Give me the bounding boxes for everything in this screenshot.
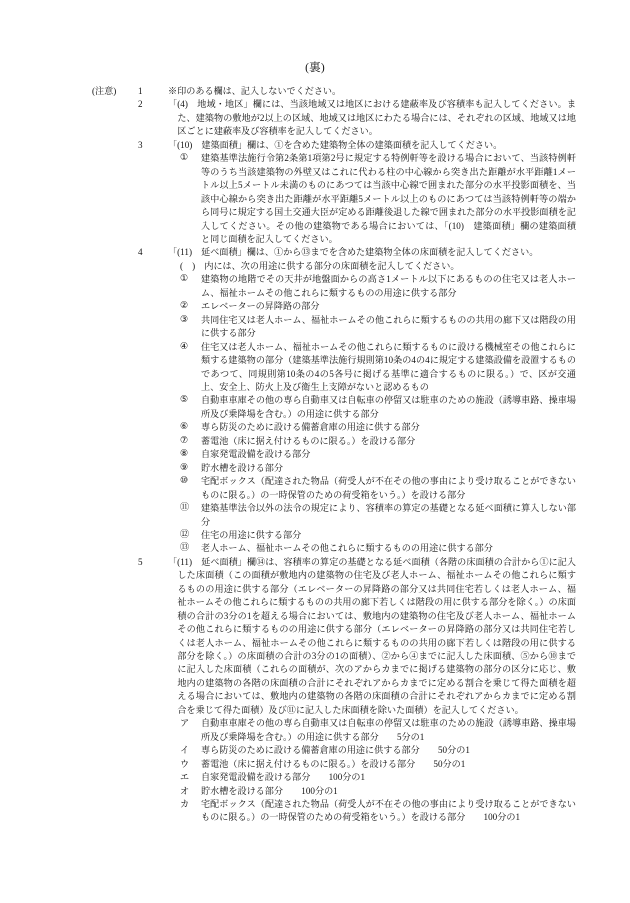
sub-item-marker: ④: [180, 341, 189, 352]
sub-item: [180, 273, 576, 300]
kana-item: [180, 798, 576, 825]
sub-item-marker: ③: [180, 314, 189, 325]
sub-item-list: [168, 152, 576, 246]
note-paragraph: 「(10) 建築面積」欄は、①を含めた建築物全体の建築面積を記入してください。: [168, 139, 503, 150]
kana-item-text: 貯水槽を設ける部分 100分の1: [201, 785, 338, 796]
sub-item-marker: ⑩: [180, 476, 189, 487]
sub-item-marker: ⑪: [180, 503, 190, 514]
note-body: [168, 556, 576, 825]
note-marker: 5: [138, 556, 143, 567]
note-item-5: [138, 556, 576, 825]
sub-item-text: 老人ホーム、福祉ホームその他これらに類するものの用途に供する部分: [201, 543, 493, 554]
note-paren-instruction: ( ) 内には、次の用途に供する部分の床面積を記入してください。: [180, 260, 460, 271]
sub-item-text: 蓄電池（床に据え付けるものに限る。）を設ける部分: [201, 435, 416, 446]
note-paragraph: 「(4) 地域・地区」欄には、当該地域又は地区における建蔽率及び容積率も記入してください。また、建築物の敷地が2以上の区域、地域又は地区にわたる場合には、それぞれの区域、地域又は地区ごとに建蔽率及び容積率を記入してください。: [168, 99, 576, 137]
sub-item: [180, 502, 576, 529]
sub-item: [180, 300, 576, 313]
note-body: [168, 98, 576, 138]
sub-item-marker: ①: [180, 274, 189, 285]
kana-item-text: 自動車車庫その他の専ら自動車又は自転車の停留又は駐車のための施設（誘導車路、操車場所及び乗降場を含む。）の用途に供する部分 5分の1: [201, 718, 576, 742]
note-marker: 4: [138, 247, 143, 258]
page-title: (裏): [305, 62, 325, 74]
kana-item-text: 蓄電池（床に据え付けるものに限る。）を設ける部分 50分の1: [201, 758, 466, 769]
kana-item: [180, 785, 576, 798]
sub-item-marker: ⑤: [180, 395, 189, 406]
note-item-3: [138, 139, 576, 247]
sub-item-marker: ②: [180, 301, 189, 312]
sub-item-marker: ⑧: [180, 449, 189, 460]
sub-item-text: 住宅又は老人ホーム、福祉ホームその他これらに類するものに設ける機械室その他これらに類する建築物の部分（建築基準法施行規則第10条の4の4に規定する建築設備を設置するものであつて、同規則第10条の4の5各号に掲げる基準に適合するものに限る。）で、区が交通上、安全上、防火上及び衛生上支障がないと認めるもの: [201, 341, 576, 392]
sub-item-text: 自家発電設備を設ける部分: [201, 449, 311, 460]
sub-item-text: 建築基準法施行令第2条第1項第2号に規定する特例軒等を設ける場合において、当該特例軒等のうち当該建築物の外壁又はこれに代わる柱の中心線から突き出た距離が水平距離1メートル以上5メートル未満のものにあつては当該中心線で囲まれた部分の水平投影面積を、当該中心線から突き出た距離が水平距離5メートル以上のものにあつては当該特例軒等の端から同号に規定する国土交通大臣が定める距離後退した線で囲まれた部分の水平投影面積を記入してください。その他の建築物である場合においては、「(10) 建築面積」欄の建築面積と同じ面積を記入してください。: [201, 153, 576, 244]
kana-item-list: [168, 717, 576, 825]
kana-item-text: 専ら防災のために設ける備蓄倉庫の用途に供する部分 50分の1: [201, 745, 470, 756]
kana-item: [180, 771, 576, 784]
note-marker: 1: [138, 86, 143, 96]
sub-item: [180, 314, 576, 341]
kana-item-marker: ア: [180, 718, 190, 729]
note-paragraph: ※印のある欄は、記入しないでください。: [168, 86, 342, 96]
kana-item-marker: オ: [180, 785, 190, 796]
sub-item-marker: ⑨: [180, 462, 189, 473]
sub-item: [180, 341, 576, 395]
note-item-4: [138, 246, 576, 555]
notes-label: (注意): [92, 86, 117, 96]
note-marker: 2: [138, 99, 143, 110]
note-body: [168, 85, 576, 98]
sub-item-text: エレベーターの昇降路の部分: [201, 301, 320, 312]
sub-item-text: 貯水槽を設ける部分: [201, 462, 284, 473]
sub-item: [180, 542, 576, 555]
sub-item: [180, 394, 576, 421]
note-paragraph: 「(11) 延べ面積」欄は、①から⑬までを含めた建築物全体の床面積を記入してください。: [168, 247, 539, 258]
sub-item-marker: ⑬: [180, 543, 190, 554]
sub-item-marker: ⑫: [180, 529, 190, 540]
kana-item-text: 宅配ボックス（配達された物品（荷受人が不在その他の事由により受け取ることができないものに限る。）の一時保管のための荷受箱をいう。）を設ける部分 100分の1: [201, 799, 576, 823]
sub-item: [180, 448, 576, 461]
kana-item-marker: エ: [180, 772, 190, 783]
note-body: [168, 139, 576, 247]
sub-item-marker: ⑦: [180, 435, 189, 446]
kana-item: [180, 744, 576, 757]
note-item-2: [138, 98, 576, 138]
kana-item-marker: イ: [180, 745, 190, 756]
sub-item-text: 建築基準法令以外の法令の規定により、容積率の算定の基礎となる延べ面積に算入しない部分: [201, 503, 576, 527]
kana-item: [180, 758, 576, 771]
sub-item-text: 宅配ボックス（配達された物品（荷受人が不在その他の事由により受け取ることができないものに限る。）の一時保管のための荷受箱をいう。）を設ける部分: [201, 476, 576, 500]
note-list: [92, 85, 576, 825]
note-paragraph: 「(11) 延べ面積」欄⑭は、容積率の算定の基礎となる延べ面積（各階の床面積の合計から①に記入した床面積（この面積が敷地内の建築物の住宅及び老人ホーム、福祉ホームその他これらに類するものの用途に供する部分（エレベーターの昇降路の部分又は共同住宅若しくは老人ホーム、福祉ホームその他これらに類するものの共用の廊下若しくは階段の用に供する部分を除く。）の床面積の合計の3分の1を超える場合においては、敷地内の建築物の住宅及び老人ホーム、福祉ホームその他これらに類するものの用途に供する部分（エレベーターの昇降路の部分又は共同住宅若しくは老人ホーム、福祉ホームその他これらに類するものの共用の廊下若しくは階段の用に供する部分を除く。）の床面積の合計の3分の1の面積）、②から④までに記入した床面積、⑤から⑩までに記入した床面積（これらの面積が、次のアからカまでに掲げる建築物の部分の区分に応じ、敷地内の建築物の各階の床面積の合計にそれぞれアからカまでに定める割合を乗じて得た面積を超える場合においては、敷地内の建築物の各階の床面積の合計にそれぞれアからカまでに定める割合を乗じて得た面積）及び⑪に記入した床面積を除いた面積）を記入してください。: [168, 556, 576, 715]
note-marker: 3: [138, 139, 143, 150]
sub-item-text: 自動車車庫その他の専ら自動車又は自転車の停留又は駐車のための施設（誘導車路、操車場所及び乗降場を含む。）の用途に供する部分: [201, 395, 576, 419]
kana-item: [180, 717, 576, 744]
note-body: [168, 246, 576, 555]
sub-item-text: 住宅の用途に供する部分: [201, 529, 302, 540]
sub-item-text: 共同住宅又は老人ホーム、福祉ホームその他これらに類するものの共用の廊下又は階段の用に供する部分: [201, 314, 576, 339]
sub-item-list: [168, 273, 576, 556]
sub-item: [180, 152, 576, 246]
kana-item-marker: カ: [180, 799, 190, 810]
sub-item: [180, 529, 576, 542]
kana-item-text: 自家発電設備を設ける部分 100分の1: [201, 772, 366, 783]
sub-item: [180, 462, 576, 475]
kana-item-marker: ウ: [180, 758, 190, 769]
sub-item-text: 専ら防災のために設ける備蓄倉庫の用途に供する部分: [201, 422, 420, 433]
sub-item: [180, 475, 576, 502]
sub-item-text: 建築物の地階でその天井が地盤面からの高さ1メートル以下にあるものの住宅又は老人ホーム、福祉ホームその他これらに類するものの用途に供する部分: [201, 274, 576, 298]
note-item-1: [138, 85, 576, 98]
sub-item: [180, 435, 576, 448]
sub-item: [180, 421, 576, 434]
notes-block: [92, 85, 576, 825]
sub-item-marker: ①: [180, 153, 189, 164]
sub-item-marker: ⑥: [180, 422, 189, 433]
